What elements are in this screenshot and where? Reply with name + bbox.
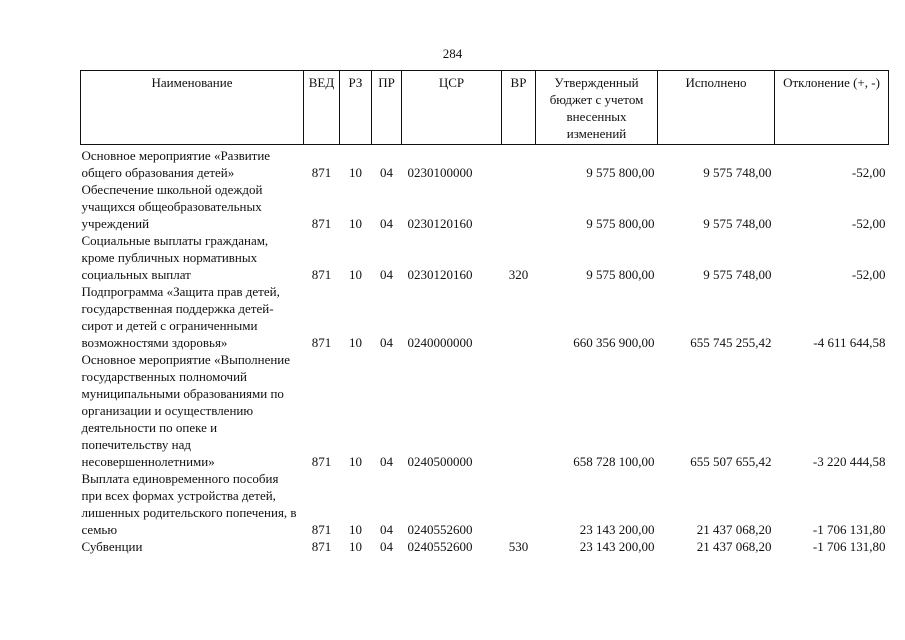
cell-approved: 660 356 900,00: [573, 335, 655, 350]
cell-vr: [502, 181, 536, 232]
cell-csr: 0230120160: [407, 216, 473, 231]
cell-approved: 23 143 200,00: [579, 539, 655, 554]
cell-ved: 871: [311, 165, 332, 180]
cell-name: Выплата единовременного пособия при всех формах устройства детей, лишенных родительского попечения, в семью: [81, 471, 297, 537]
cell-deviation: -1 706 131,80: [812, 539, 886, 554]
header-pr: ПР: [372, 71, 402, 145]
header-name: Наименование: [81, 71, 304, 145]
cell-ved: 871: [311, 454, 332, 469]
cell-deviation: -52,00: [851, 216, 886, 231]
cell-vr: [502, 145, 536, 182]
table-body: [81, 145, 889, 556]
table-header-row: [81, 71, 889, 145]
cell-approved: 9 575 800,00: [586, 165, 655, 180]
cell-deviation: -52,00: [851, 267, 886, 282]
table-row: [81, 538, 889, 555]
cell-pr: 04: [380, 454, 393, 469]
table-row: [81, 470, 889, 538]
budget-table: [80, 70, 889, 555]
cell-vr: 320: [508, 267, 529, 282]
cell-pr: 04: [380, 165, 393, 180]
cell-csr: 0240552600: [407, 522, 473, 537]
table-row: [81, 283, 889, 351]
cell-csr: 0240552600: [407, 539, 473, 554]
cell-name: Социальные выплаты гражданам, кроме публичных нормативных социальных выплат: [81, 233, 269, 282]
cell-ved: 871: [311, 335, 332, 350]
cell-vr: 530: [508, 539, 529, 554]
cell-csr: 0230100000: [407, 165, 473, 180]
cell-ved: 871: [311, 267, 332, 282]
cell-executed: 21 437 068,20: [696, 539, 772, 554]
header-executed: Исполнено: [658, 71, 775, 145]
cell-ved: 871: [311, 216, 332, 231]
cell-rz: 10: [349, 522, 362, 537]
cell-name: Основное мероприятие «Развитие общего образования детей»: [81, 148, 271, 180]
cell-rz: 10: [349, 335, 362, 350]
cell-pr: 04: [380, 539, 393, 554]
cell-rz: 10: [349, 539, 362, 554]
cell-name: Субвенции: [81, 539, 143, 554]
cell-deviation: -3 220 444,58: [812, 454, 886, 469]
cell-deviation: -4 611 644,58: [813, 335, 886, 350]
header-vr: ВР: [502, 71, 536, 145]
cell-pr: 04: [380, 216, 393, 231]
cell-name: Обеспечение школьной одеждой учащихся общеобразовательных учреждений: [81, 182, 263, 231]
cell-approved: 658 728 100,00: [573, 454, 655, 469]
cell-csr: 0240500000: [407, 454, 473, 469]
page-number: 284: [442, 46, 463, 61]
cell-vr: [502, 470, 536, 538]
cell-name: Основное мероприятие «Выполнение государственных полномочий муниципальными образованиями по организации и осуществлению деятельности по опеке и попечительству над несовершеннолетними»: [81, 352, 291, 469]
cell-executed: 9 575 748,00: [703, 267, 772, 282]
cell-ved: 871: [311, 539, 332, 554]
table-row: [81, 351, 889, 470]
cell-executed: 9 575 748,00: [703, 216, 772, 231]
table-row: [81, 181, 889, 232]
cell-approved: 23 143 200,00: [579, 522, 655, 537]
cell-executed: 655 745 255,42: [690, 335, 772, 350]
cell-name: Подпрограмма «Защита прав детей, государственная поддержка детей-сирот и детей с ограниченными возможностями здоровья»: [81, 284, 280, 350]
header-rz: РЗ: [340, 71, 372, 145]
cell-deviation: -1 706 131,80: [812, 522, 886, 537]
header-csr: ЦСР: [402, 71, 502, 145]
cell-pr: 04: [380, 522, 393, 537]
cell-csr: 0230120160: [407, 267, 473, 282]
cell-rz: 10: [349, 454, 362, 469]
cell-rz: 10: [349, 216, 362, 231]
cell-ved: 871: [311, 522, 332, 537]
cell-approved: 9 575 800,00: [586, 216, 655, 231]
cell-csr: 0240000000: [407, 335, 473, 350]
cell-approved: 9 575 800,00: [586, 267, 655, 282]
cell-rz: 10: [349, 267, 362, 282]
cell-executed: 21 437 068,20: [696, 522, 772, 537]
header-approved: Утвержденный бюджет с учетом внесенных изменений: [536, 71, 658, 145]
header-ved: ВЕД: [304, 71, 340, 145]
cell-vr: [502, 351, 536, 470]
header-deviation: Отклонение (+, -): [775, 71, 889, 145]
cell-deviation: -52,00: [851, 165, 886, 180]
cell-vr: [502, 283, 536, 351]
table-row: [81, 145, 889, 182]
cell-executed: 9 575 748,00: [703, 165, 772, 180]
cell-pr: 04: [380, 335, 393, 350]
cell-executed: 655 507 655,42: [690, 454, 772, 469]
cell-pr: 04: [380, 267, 393, 282]
table-row: [81, 232, 889, 283]
cell-rz: 10: [349, 165, 362, 180]
